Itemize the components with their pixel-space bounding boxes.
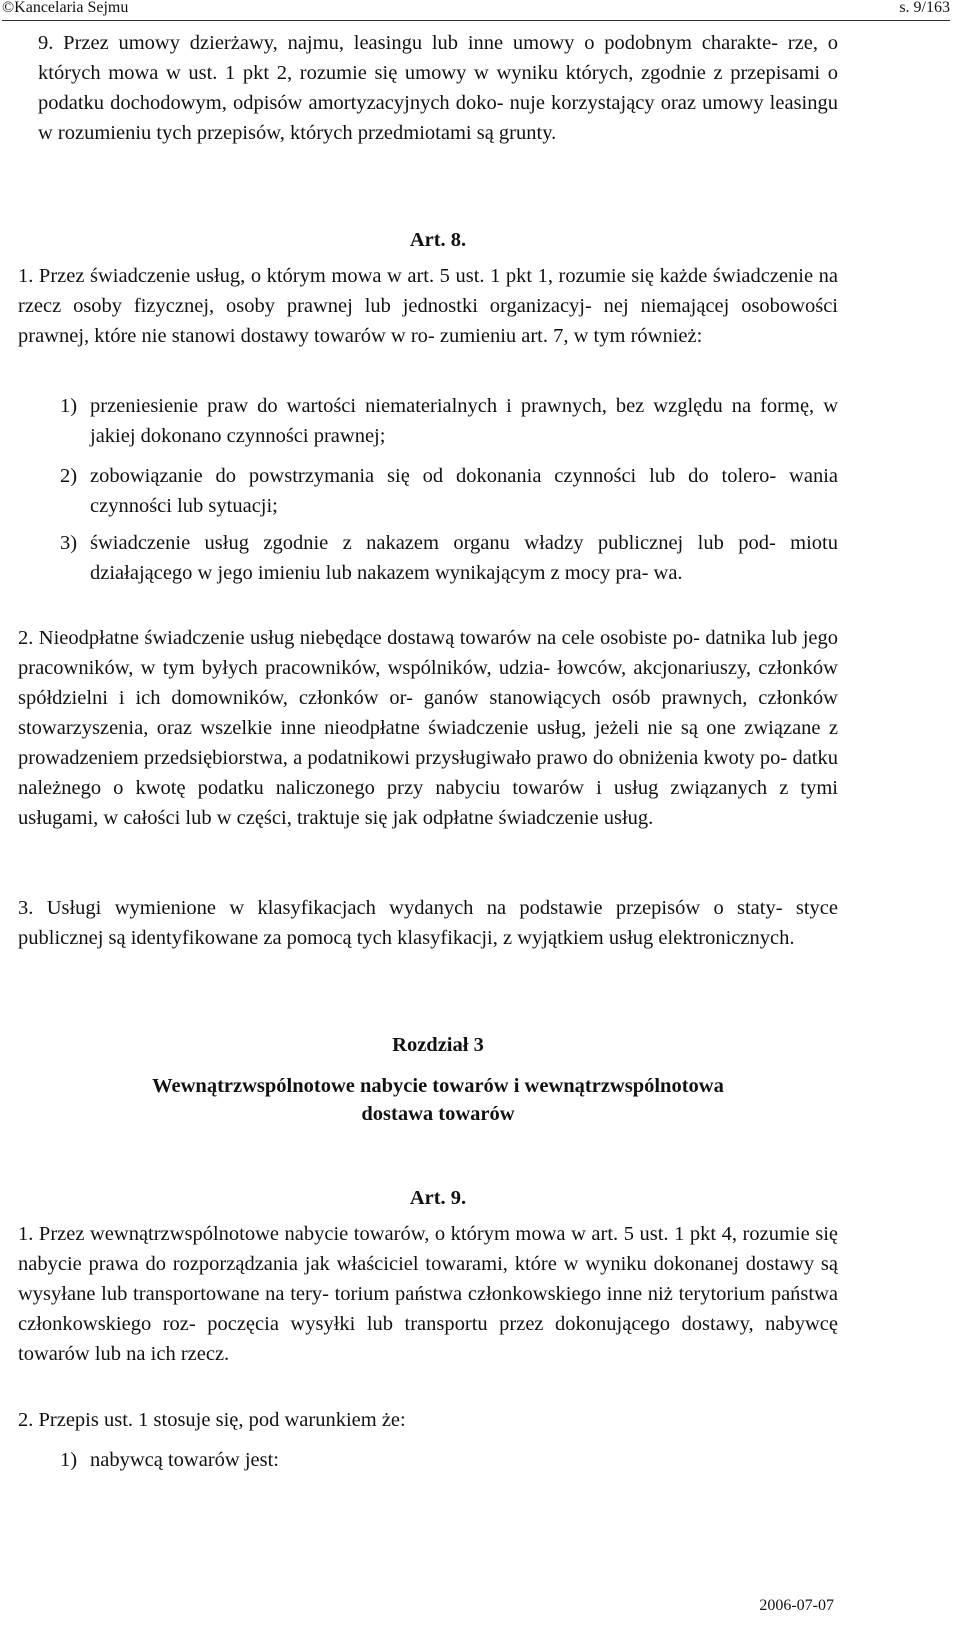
footer-date: 2006-07-07 (759, 1597, 834, 1614)
paragraph-9 (38, 28, 838, 148)
chapter-subtitle-line-1: Wewnątrzwspólnotowe nabycie towarów i wewnątrzwspólnotowa (152, 1075, 724, 1097)
point-text: świadczenie usług zgodnie z nakazem organu władzy publicznej lub pod- miotu działającego w jego imieniu lub nakazem wynikającym z mocy pra- wa. (90, 532, 838, 584)
article-9-ust-1 (18, 1219, 838, 1369)
article-8-ust-3 (18, 893, 838, 953)
article-8-ust-3-text: 3. Usługi wymienione w klasyfikacjach wydanych na podstawie przepisów o staty- styce publicznej są identyfikowane za pomocą tych klasyfikacji, z wyjątkiem usług elektronicznych. (18, 897, 838, 949)
header-left: ©Kancelaria Sejmu (2, 0, 129, 16)
point-number: 1) (60, 1449, 78, 1471)
point-number: 1) (60, 395, 78, 417)
article-9-ust-2-text: 2. Przepis ust. 1 stosuje się, pod warunkiem że: (18, 1409, 406, 1431)
point-number: 3) (60, 532, 78, 554)
point-text: zobowiązanie do powstrzymania się od dokonania czynności lub do tolero- wania czynności lub sytuacji; (90, 465, 838, 517)
article-9-ust-1-text: 1. Przez wewnątrzwspólnotowe nabycie towarów, o którym mowa w art. 5 ust. 1 pkt 4, rozumie się nabycie prawa do rozporządzania jak właściciel towarami, które w wyniku dokonanej dostawy są wysyłane lub transportowane na tery- torium państwa członkowskiego inne niż terytorium państwa członkowskiego roz- poczęcia wysyłki lub transportu przez dokonującego dostawy, nabywcę towarów lub na ich rzecz. (18, 1223, 838, 1365)
article-8-heading: Art. 8. (409, 229, 467, 251)
chapter-title: Rozdział 3 (392, 1034, 484, 1056)
article-9-heading: Art. 9. (409, 1187, 467, 1209)
header-divider (2, 20, 950, 21)
article-8-ust-1 (18, 261, 838, 351)
header-right: s. 9/163 (899, 0, 950, 16)
point-text: nabywcą towarów jest: (90, 1449, 279, 1471)
chapter-subtitle-line-2: dostawa towarów (361, 1103, 515, 1125)
article-8-ust-2-text: 2. Nieodpłatne świadczenie usług niebędące dostawą towarów na cele osobiste po- datnika lub jego pracowników, w tym byłych pracowników, wspólników, udzia- łowców, akcjonariuszy, członków spółdzielni i ich domowników, członków or- ganów stanowiących osób prawnych, członków stowarzyszenia, oraz wszelkie inne nieodpłatne świadczenie usług, jeżeli nie są one związane z prowadzeniem przedsiębiorstwa, a podatnikowi przysługiwało prawo do obniżenia kwoty po- datku należnego o kwotę podatku naliczonego przy nabyciu towarów i usług związanych z tymi usługami, w całości lub w części, traktuje się jak odpłatne świadczenie usług. (18, 627, 838, 829)
article-8-ust-2 (18, 623, 838, 833)
point-text: przeniesienie praw do wartości niematerialnych i prawnych, bez względu na formę, w jakiej dokonano czynności prawnej; (90, 395, 838, 447)
article-9-ust-2 (18, 1405, 838, 1435)
point-number: 2) (60, 465, 78, 487)
article-8-ust-1-text: 1. Przez świadczenie usług, o którym mowa w art. 5 ust. 1 pkt 1, rozumie się każde świadczenie na rzecz osoby fizycznej, osoby prawnej lub jednostki organizacyj- nej niemającej osobowości prawnej, które nie stanowi dostawy towarów w ro- zumieniu art. 7, w tym również: (18, 265, 838, 347)
paragraph-9-text: 9. Przez umowy dzierżawy, najmu, leasingu lub inne umowy o podobnym charakte- rze, o których mowa w ust. 1 pkt 2, rozumie się umowy w wyniku których, zgodnie z przepisami o podatku dochodowym, odpisów amortyzacyjnych doko- nuje korzystający oraz umowy leasingu w rozumieniu tych przepisów, których przedmiotami są grunty. (38, 32, 838, 144)
